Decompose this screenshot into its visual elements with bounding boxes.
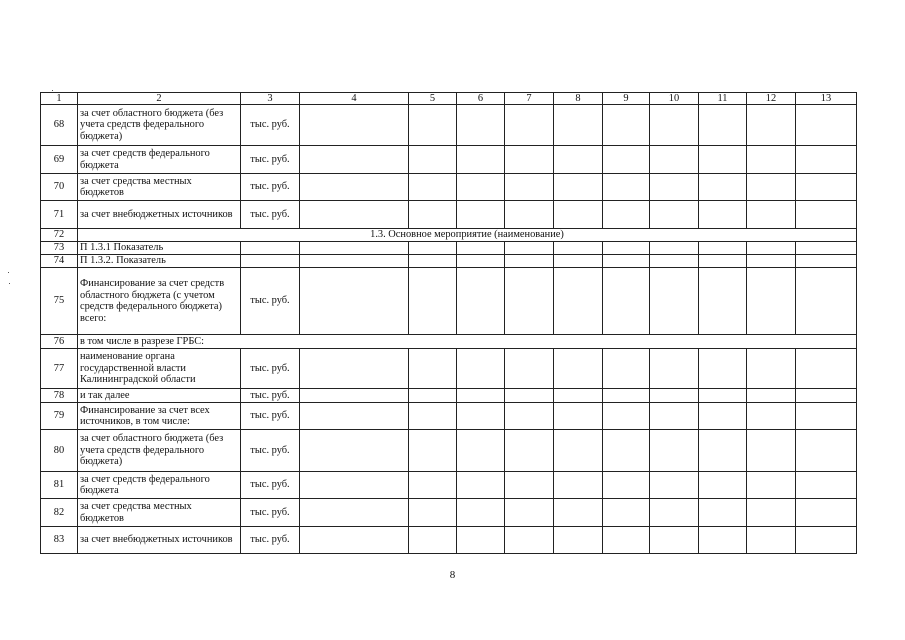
row-number: 73 bbox=[41, 242, 78, 255]
value-cell bbox=[747, 105, 796, 146]
value-cell bbox=[699, 527, 747, 554]
value-cell bbox=[300, 201, 409, 229]
value-cell bbox=[699, 105, 747, 146]
value-cell bbox=[650, 255, 699, 268]
row-indicator: за счет областного бюджета (без учета средств федерального бюджета) bbox=[78, 430, 241, 472]
row-indicator: за счет внебюджетных источников bbox=[78, 201, 241, 229]
value-cell bbox=[457, 472, 505, 499]
value-cell bbox=[409, 499, 457, 527]
value-cell bbox=[554, 255, 603, 268]
value-cell bbox=[554, 146, 603, 174]
column-header: 13 bbox=[796, 93, 857, 105]
table-row bbox=[41, 255, 857, 268]
value-cell bbox=[603, 105, 650, 146]
value-cell bbox=[650, 349, 699, 389]
column-header: 9 bbox=[603, 93, 650, 105]
table-row bbox=[41, 349, 857, 389]
scan-speck bbox=[52, 90, 53, 91]
value-cell bbox=[409, 146, 457, 174]
table-row bbox=[41, 105, 857, 146]
value-cell bbox=[300, 242, 409, 255]
value-cell bbox=[505, 268, 554, 335]
value-cell bbox=[699, 255, 747, 268]
value-cell bbox=[457, 255, 505, 268]
row-number: 81 bbox=[41, 472, 78, 499]
row-indicator: за счет средств федерального бюджета bbox=[78, 146, 241, 174]
value-cell bbox=[409, 389, 457, 403]
value-cell bbox=[796, 389, 857, 403]
value-cell bbox=[457, 430, 505, 472]
value-cell bbox=[603, 242, 650, 255]
row-number: 75 bbox=[41, 268, 78, 335]
value-cell bbox=[603, 403, 650, 430]
row-unit: тыс. руб. bbox=[241, 527, 300, 554]
value-cell bbox=[603, 430, 650, 472]
budget-table bbox=[40, 92, 857, 554]
value-cell bbox=[650, 430, 699, 472]
value-cell bbox=[796, 268, 857, 335]
value-cell bbox=[554, 349, 603, 389]
section-title: 1.3. Основное мероприятие (наименование) bbox=[78, 229, 857, 242]
value-cell bbox=[300, 349, 409, 389]
value-cell bbox=[747, 430, 796, 472]
value-cell bbox=[554, 430, 603, 472]
value-cell bbox=[650, 146, 699, 174]
value-cell bbox=[457, 527, 505, 554]
table-row bbox=[41, 174, 857, 201]
row-number: 71 bbox=[41, 201, 78, 229]
value-cell bbox=[505, 255, 554, 268]
value-cell bbox=[796, 430, 857, 472]
value-cell bbox=[457, 403, 505, 430]
value-cell bbox=[603, 389, 650, 403]
row-number: 69 bbox=[41, 146, 78, 174]
value-cell bbox=[409, 403, 457, 430]
value-cell bbox=[603, 268, 650, 335]
value-cell bbox=[796, 255, 857, 268]
table-row bbox=[41, 472, 857, 499]
header-row bbox=[41, 93, 857, 105]
value-cell bbox=[505, 174, 554, 201]
value-cell bbox=[796, 105, 857, 146]
value-cell bbox=[699, 349, 747, 389]
value-cell bbox=[300, 389, 409, 403]
value-cell bbox=[603, 472, 650, 499]
value-cell bbox=[505, 403, 554, 430]
value-cell bbox=[747, 242, 796, 255]
value-cell bbox=[409, 472, 457, 499]
value-cell bbox=[650, 105, 699, 146]
value-cell bbox=[796, 499, 857, 527]
table-row bbox=[41, 146, 857, 174]
row-number: 77 bbox=[41, 349, 78, 389]
row-number: 74 bbox=[41, 255, 78, 268]
column-header: 7 bbox=[505, 93, 554, 105]
value-cell bbox=[457, 389, 505, 403]
value-cell bbox=[796, 349, 857, 389]
value-cell bbox=[699, 146, 747, 174]
value-cell bbox=[747, 472, 796, 499]
value-cell bbox=[457, 499, 505, 527]
value-cell bbox=[603, 255, 650, 268]
row-indicator: за счет средств федерального бюджета bbox=[78, 472, 241, 499]
row-indicator: за счет внебюджетных источников bbox=[78, 527, 241, 554]
value-cell bbox=[505, 349, 554, 389]
value-cell bbox=[457, 174, 505, 201]
scan-speck bbox=[8, 272, 9, 273]
value-cell bbox=[796, 201, 857, 229]
value-cell bbox=[603, 201, 650, 229]
column-header: 6 bbox=[457, 93, 505, 105]
row-indicator: П 1.3.1 Показатель bbox=[78, 242, 241, 255]
column-header: 3 bbox=[241, 93, 300, 105]
value-cell bbox=[457, 201, 505, 229]
row-number: 79 bbox=[41, 403, 78, 430]
row-number: 72 bbox=[41, 229, 78, 242]
value-cell bbox=[747, 499, 796, 527]
row-unit: тыс. руб. bbox=[241, 430, 300, 472]
row-unit: тыс. руб. bbox=[241, 403, 300, 430]
value-cell bbox=[650, 527, 699, 554]
value-cell bbox=[505, 146, 554, 174]
value-cell bbox=[747, 527, 796, 554]
row-unit: тыс. руб. bbox=[241, 201, 300, 229]
value-cell bbox=[747, 146, 796, 174]
value-cell bbox=[603, 174, 650, 201]
value-cell bbox=[650, 472, 699, 499]
row-number: 76 bbox=[41, 335, 78, 349]
value-cell bbox=[796, 242, 857, 255]
row-number: 68 bbox=[41, 105, 78, 146]
value-cell bbox=[747, 349, 796, 389]
value-cell bbox=[699, 499, 747, 527]
scan-speck bbox=[9, 283, 10, 284]
value-cell bbox=[796, 527, 857, 554]
value-cell bbox=[505, 472, 554, 499]
column-header: 1 bbox=[41, 93, 78, 105]
value-cell bbox=[747, 403, 796, 430]
value-cell bbox=[796, 146, 857, 174]
value-cell bbox=[699, 430, 747, 472]
value-cell bbox=[747, 255, 796, 268]
row-number: 82 bbox=[41, 499, 78, 527]
value-cell bbox=[409, 255, 457, 268]
row-indicator: в том числе в разрезе ГРБС: bbox=[78, 335, 857, 349]
row-unit: тыс. руб. bbox=[241, 389, 300, 403]
value-cell bbox=[699, 403, 747, 430]
row-unit: тыс. руб. bbox=[241, 472, 300, 499]
row-unit: тыс. руб. bbox=[241, 174, 300, 201]
value-cell bbox=[457, 268, 505, 335]
value-cell bbox=[554, 403, 603, 430]
value-cell bbox=[747, 268, 796, 335]
value-cell bbox=[603, 499, 650, 527]
value-cell bbox=[650, 242, 699, 255]
value-cell bbox=[650, 174, 699, 201]
value-cell bbox=[409, 430, 457, 472]
value-cell bbox=[699, 201, 747, 229]
value-cell bbox=[699, 174, 747, 201]
value-cell bbox=[300, 268, 409, 335]
value-cell bbox=[409, 527, 457, 554]
value-cell bbox=[300, 403, 409, 430]
value-cell bbox=[300, 146, 409, 174]
value-cell bbox=[505, 201, 554, 229]
row-indicator: и так далее bbox=[78, 389, 241, 403]
value-cell bbox=[409, 242, 457, 255]
row-unit: тыс. руб. bbox=[241, 105, 300, 146]
value-cell bbox=[457, 146, 505, 174]
table-row bbox=[41, 499, 857, 527]
value-cell bbox=[603, 349, 650, 389]
table-row bbox=[41, 201, 857, 229]
value-cell bbox=[300, 105, 409, 146]
value-cell bbox=[699, 242, 747, 255]
row-unit bbox=[241, 255, 300, 268]
value-cell bbox=[457, 242, 505, 255]
value-cell bbox=[650, 499, 699, 527]
column-header: 10 bbox=[650, 93, 699, 105]
row-number: 83 bbox=[41, 527, 78, 554]
table-row bbox=[41, 242, 857, 255]
value-cell bbox=[650, 268, 699, 335]
value-cell bbox=[457, 349, 505, 389]
value-cell bbox=[505, 527, 554, 554]
value-cell bbox=[796, 174, 857, 201]
value-cell bbox=[300, 255, 409, 268]
value-cell bbox=[650, 201, 699, 229]
column-header: 12 bbox=[747, 93, 796, 105]
row-number: 80 bbox=[41, 430, 78, 472]
page-number: 8 bbox=[449, 569, 456, 581]
row-unit bbox=[241, 242, 300, 255]
value-cell bbox=[650, 389, 699, 403]
value-cell bbox=[300, 472, 409, 499]
row-number: 70 bbox=[41, 174, 78, 201]
column-header: 4 bbox=[300, 93, 409, 105]
row-unit: тыс. руб. bbox=[241, 349, 300, 389]
value-cell bbox=[650, 403, 699, 430]
table-row bbox=[41, 335, 857, 349]
row-unit: тыс. руб. bbox=[241, 499, 300, 527]
value-cell bbox=[554, 389, 603, 403]
column-header: 2 bbox=[78, 93, 241, 105]
column-header: 5 bbox=[409, 93, 457, 105]
value-cell bbox=[747, 174, 796, 201]
value-cell bbox=[554, 242, 603, 255]
row-indicator: наименование органа государственной власти Калининградской области bbox=[78, 349, 241, 389]
value-cell bbox=[554, 201, 603, 229]
value-cell bbox=[699, 389, 747, 403]
value-cell bbox=[554, 527, 603, 554]
table-row bbox=[41, 527, 857, 554]
row-unit: тыс. руб. bbox=[241, 146, 300, 174]
value-cell bbox=[554, 105, 603, 146]
value-cell bbox=[554, 499, 603, 527]
value-cell bbox=[409, 349, 457, 389]
value-cell bbox=[747, 389, 796, 403]
row-indicator: П 1.3.2. Показатель bbox=[78, 255, 241, 268]
column-header: 8 bbox=[554, 93, 603, 105]
row-indicator: за счет областного бюджета (без учета средств федерального бюджета) bbox=[78, 105, 241, 146]
value-cell bbox=[603, 146, 650, 174]
value-cell bbox=[300, 527, 409, 554]
value-cell bbox=[300, 499, 409, 527]
row-indicator: Финансирование за счет всех источников, в том числе: bbox=[78, 403, 241, 430]
table-row bbox=[41, 403, 857, 430]
value-cell bbox=[505, 499, 554, 527]
row-number: 78 bbox=[41, 389, 78, 403]
table-row bbox=[41, 389, 857, 403]
value-cell bbox=[300, 430, 409, 472]
value-cell bbox=[699, 268, 747, 335]
value-cell bbox=[505, 430, 554, 472]
value-cell bbox=[747, 201, 796, 229]
value-cell bbox=[409, 268, 457, 335]
value-cell bbox=[300, 174, 409, 201]
row-indicator: за счет средства местных бюджетов bbox=[78, 174, 241, 201]
column-header: 11 bbox=[699, 93, 747, 105]
value-cell bbox=[796, 403, 857, 430]
value-cell bbox=[699, 472, 747, 499]
value-cell bbox=[409, 174, 457, 201]
value-cell bbox=[505, 242, 554, 255]
value-cell bbox=[796, 472, 857, 499]
value-cell bbox=[554, 472, 603, 499]
value-cell bbox=[554, 268, 603, 335]
table-row bbox=[41, 229, 857, 242]
value-cell bbox=[457, 105, 505, 146]
table-row bbox=[41, 430, 857, 472]
value-cell bbox=[505, 105, 554, 146]
row-unit: тыс. руб. bbox=[241, 268, 300, 335]
table-row bbox=[41, 268, 857, 335]
value-cell bbox=[505, 389, 554, 403]
value-cell bbox=[409, 201, 457, 229]
row-indicator: Финансирование за счет средств областного бюджета (с учетом средств федерального бюджета) всего: bbox=[78, 268, 241, 335]
row-indicator: за счет средства местных бюджетов bbox=[78, 499, 241, 527]
value-cell bbox=[554, 174, 603, 201]
value-cell bbox=[409, 105, 457, 146]
value-cell bbox=[603, 527, 650, 554]
